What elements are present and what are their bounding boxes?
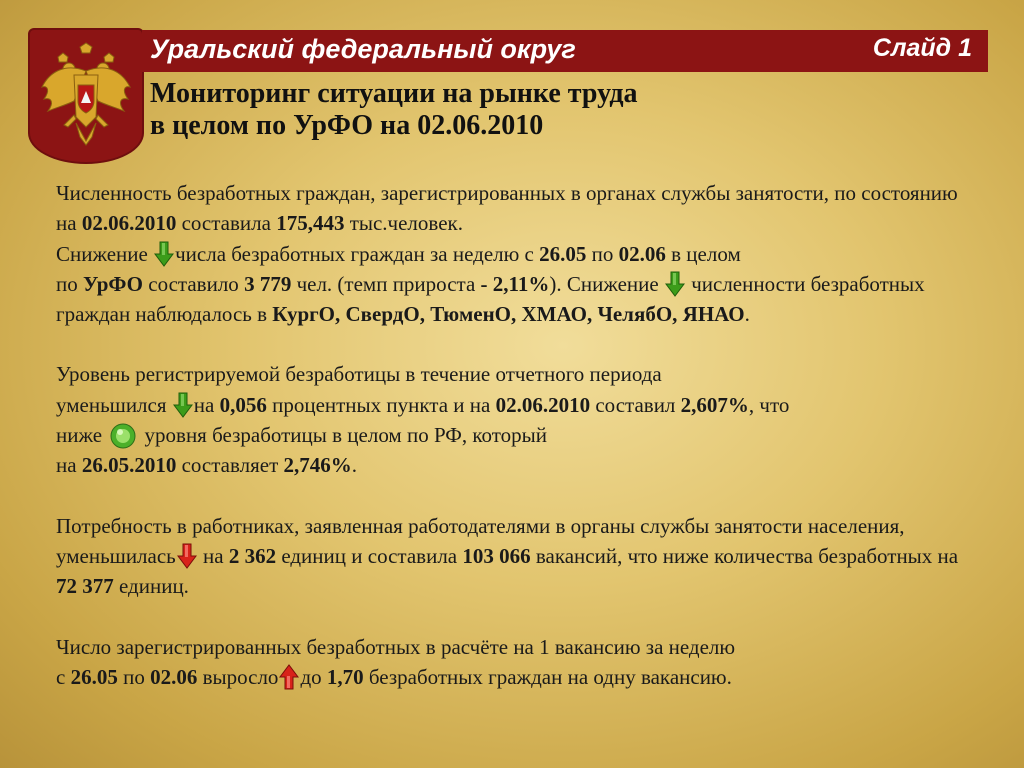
text: на: [193, 392, 220, 417]
rf-rate-value: 2,746%: [283, 453, 352, 478]
text: численности безработных граждан наблюдалось в: [56, 271, 925, 327]
subtitle-line-2: в целом по УрФО на 02.06.2010: [150, 110, 544, 141]
text: Численность безработных граждан, зарегистрированных в органах службы занятости, по состоянию на: [56, 181, 958, 236]
date-value: 26.05: [70, 664, 118, 689]
text: чел. (темп прироста: [291, 271, 481, 296]
date-value: 26.05.2010: [81, 453, 177, 478]
text: ниже: [56, 423, 108, 448]
slide-body: [56, 178, 976, 692]
date-value: 02.06.2010: [81, 211, 177, 236]
text: составила: [176, 211, 277, 236]
arrow-down-green-icon: [665, 271, 685, 297]
green-circle-icon: [109, 422, 137, 450]
text: процентных пункта и на: [266, 392, 496, 417]
text: числа безработных граждан за неделю с: [175, 241, 540, 266]
slide-subtitle: [150, 78, 970, 142]
vacancy-count-value: 103 066: [462, 543, 531, 568]
text: вакансий, что ниже количества безработных на: [530, 543, 959, 568]
subtitle-line-1: Мониторинг ситуации на рынке труда: [150, 78, 638, 109]
text: по: [56, 271, 83, 296]
arrow-down-green-icon: [173, 392, 193, 418]
arrow-down-green-icon: [154, 241, 174, 267]
unemployed-count-value: 175,443: [276, 211, 345, 236]
text: Потребность в работниках, заявленная работодателями в органы службы занятости населения, уменьшилась: [56, 513, 905, 568]
date-value: 02.06: [150, 664, 198, 689]
text: .: [744, 302, 750, 327]
text: составил: [590, 392, 681, 417]
region-value: УрФО: [83, 271, 143, 296]
text: , что: [748, 392, 790, 417]
decrease-value: 3 779: [244, 271, 292, 296]
rate-decrease-value: 0,056: [219, 392, 267, 417]
difference-value: 72 377: [56, 574, 114, 599]
text: выросло: [197, 664, 279, 689]
text: уменьшился: [56, 392, 172, 417]
arrow-down-red-icon: [177, 543, 197, 569]
paragraph-vacancies: [56, 511, 976, 602]
text: до: [300, 664, 327, 689]
text: тыс.человек.: [344, 211, 463, 236]
coat-of-arms-icon: [30, 30, 142, 162]
paragraph-unemployment-rate: [56, 359, 976, 480]
text: по: [117, 664, 151, 689]
text: в целом: [665, 241, 741, 266]
header-bar: [142, 30, 988, 72]
date-value: 02.06.2010: [495, 392, 591, 417]
text: ). Снижение: [549, 271, 664, 296]
date-value: 26.05: [539, 241, 587, 266]
double-headed-eagle-icon: [36, 41, 136, 151]
vacancy-decrease-value: 2 362: [228, 543, 277, 568]
text: уровня безработицы в целом по РФ, который: [139, 423, 547, 448]
text: составляет: [176, 453, 284, 478]
text: по: [586, 241, 619, 266]
date-value: 02.06: [618, 241, 666, 266]
arrow-up-red-icon: [279, 664, 299, 690]
slide-number: Слайд 1: [872, 34, 972, 62]
ratio-value: 1,70: [326, 664, 364, 689]
rate-value: 2,607%: [680, 392, 749, 417]
paragraph-unemployed-per-vacancy: [56, 632, 976, 693]
text: .: [351, 453, 358, 478]
text: Число зарегистрированных безработных в расчёте на 1 вакансию за неделю: [56, 634, 736, 659]
text: единиц и составила: [276, 543, 463, 568]
text: Снижение: [56, 241, 154, 266]
header-title: Уральский федеральный округ: [150, 34, 576, 64]
growth-rate-value: - 2,11%: [480, 271, 550, 296]
text: единиц.: [113, 574, 189, 599]
text: составило: [143, 271, 245, 296]
regions-list: КургО, СвердО, ТюменО, ХМАО, ЧелябО, ЯНАО: [272, 302, 745, 327]
text: на: [197, 543, 229, 568]
text: безработных граждан на одну вакансию.: [363, 664, 732, 689]
text: на: [56, 453, 82, 478]
paragraph-unemployed-count: [56, 178, 976, 329]
text: Уровень регистрируемой безработицы в течение отчетного периода: [56, 362, 662, 387]
text: с: [56, 664, 71, 689]
